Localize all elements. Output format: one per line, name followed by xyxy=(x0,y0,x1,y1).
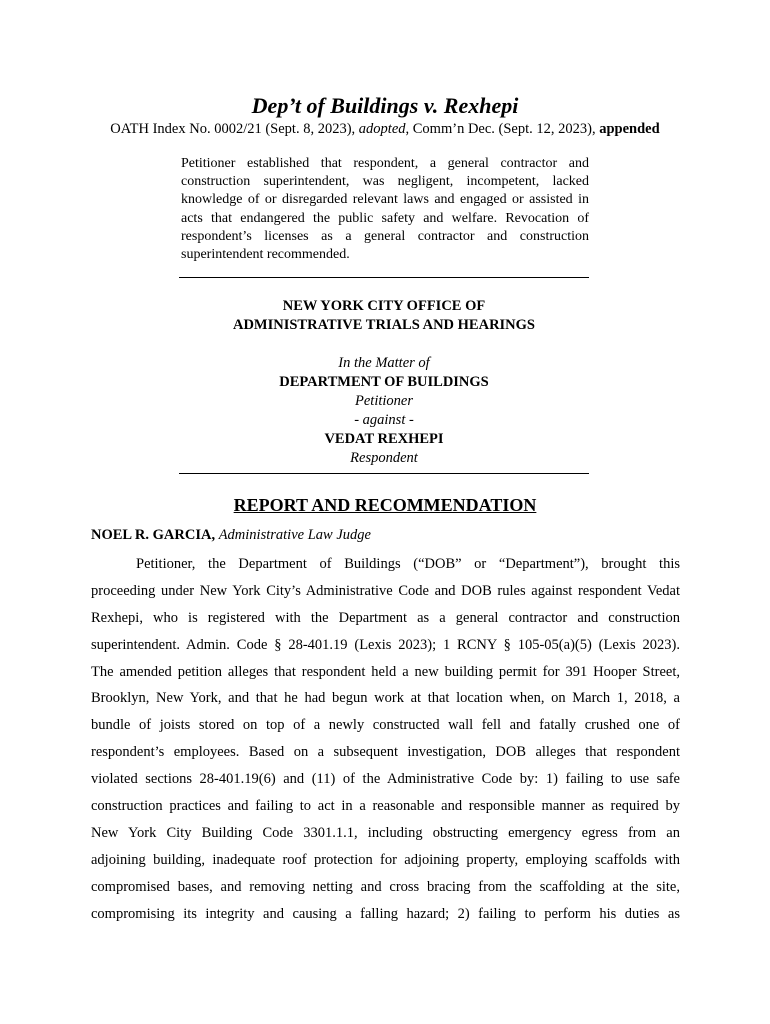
body-line xyxy=(91,901,680,928)
office-name-line2: ADMINISTRATIVE TRIALS AND HEARINGS xyxy=(232,317,535,333)
petitioner-role: Petitioner xyxy=(355,393,413,409)
report-body xyxy=(91,551,680,927)
body-line xyxy=(91,578,680,605)
report-heading: REPORT AND RECOMMENDATION xyxy=(233,495,537,515)
body-line-text: superintendent. Admin. Code § 28-401.19 (Lexis 2023); 1 RCNY § 105-05(a)(5) (Lexis 2023). xyxy=(91,636,680,653)
judge-name: NOEL R. GARCIA, xyxy=(91,527,216,543)
body-line-text: Rexhepi, who is registered with the Department as a general contractor and construction xyxy=(91,609,680,626)
body-line xyxy=(91,551,680,578)
respondent-role: Respondent xyxy=(350,450,418,466)
body-line-text: Brooklyn, New York, and that he had begun work at that location when, on March 1, 2018, a xyxy=(91,690,680,707)
body-line xyxy=(91,712,680,739)
case-title: Dep’t of Buildings v. Rexhepi xyxy=(251,93,519,118)
body-line xyxy=(91,847,680,874)
divider-bottom xyxy=(179,473,589,474)
office-name-line1: NEW YORK CITY OFFICE OF xyxy=(282,298,486,314)
body-line-text: compromising its integrity and causing a falling hazard; 2) failing to perform his duties as xyxy=(91,905,680,922)
body-line xyxy=(91,820,680,847)
body-line xyxy=(91,766,680,793)
body-line-text: construction practices and failing to act in a reasonable and responsible manner as required by xyxy=(91,798,680,815)
body-line-text: respondent’s employees. Based on a subsequent investigation, DOB alleges that respondent xyxy=(91,744,680,761)
body-line xyxy=(91,739,680,766)
body-line-text: The amended petition alleges that respondent held a new building permit for 391 Hooper Street, xyxy=(91,663,680,680)
citation-adopted: adopted xyxy=(358,121,406,137)
against-label: - against - xyxy=(354,412,414,428)
case-citation xyxy=(0,120,770,138)
body-line-text: violated sections 28-401.19(6) and (11) of the Administrative Code by: 1) failing to use safe xyxy=(91,771,680,788)
body-line xyxy=(91,793,680,820)
body-line-text: New York City Building Code 3301.1.1, including obstructing emergency egress from an xyxy=(91,824,680,841)
body-line-text: Petitioner, the Department of Buildings (“DOB” or “Department”), brought this xyxy=(136,556,680,572)
body-line-text: compromised bases, and removing netting and cross bracing from the scaffolding at the site, xyxy=(91,878,680,895)
citation-commission: , Comm’n Dec. (Sept. 12, 2023), xyxy=(405,121,600,137)
body-line xyxy=(91,659,680,686)
respondent-name: VEDAT REXHEPI xyxy=(324,431,444,447)
judge-line xyxy=(91,525,371,545)
body-line xyxy=(91,685,680,712)
divider-top xyxy=(179,277,589,278)
citation-index: OATH Index No. 0002/21 (Sept. 8, 2023), xyxy=(110,121,359,137)
body-line-text: adjoining building, inadequate roof protection for adjoining property, employing scaffolds with xyxy=(91,851,680,868)
body-line xyxy=(91,874,680,901)
body-line-text: proceeding under New York City’s Administrative Code and DOB rules against respondent Vedat xyxy=(91,582,680,599)
body-line xyxy=(91,632,680,659)
headnote: Petitioner established that respondent, a general contractor and construction superintendent, was negligent, incompetent, lacked knowledge of or disregarded relevant laws and engaged or assisted in acts that endangered the public safety and welfare. Revocation of respondent’s licenses as a general contractor and construction superintendent recommended. xyxy=(181,156,589,263)
body-line xyxy=(91,605,680,632)
body-line-text: bundle of joists stored on top of a newly constructed wall fell and fatally crushed one of xyxy=(91,717,680,734)
case-caption xyxy=(179,297,589,468)
in-the-matter-of: In the Matter of xyxy=(338,355,430,371)
petitioner-name: DEPARTMENT OF BUILDINGS xyxy=(279,374,489,390)
citation-appended-link[interactable]: appended xyxy=(599,121,660,137)
judge-role: Administrative Law Judge xyxy=(218,527,371,543)
